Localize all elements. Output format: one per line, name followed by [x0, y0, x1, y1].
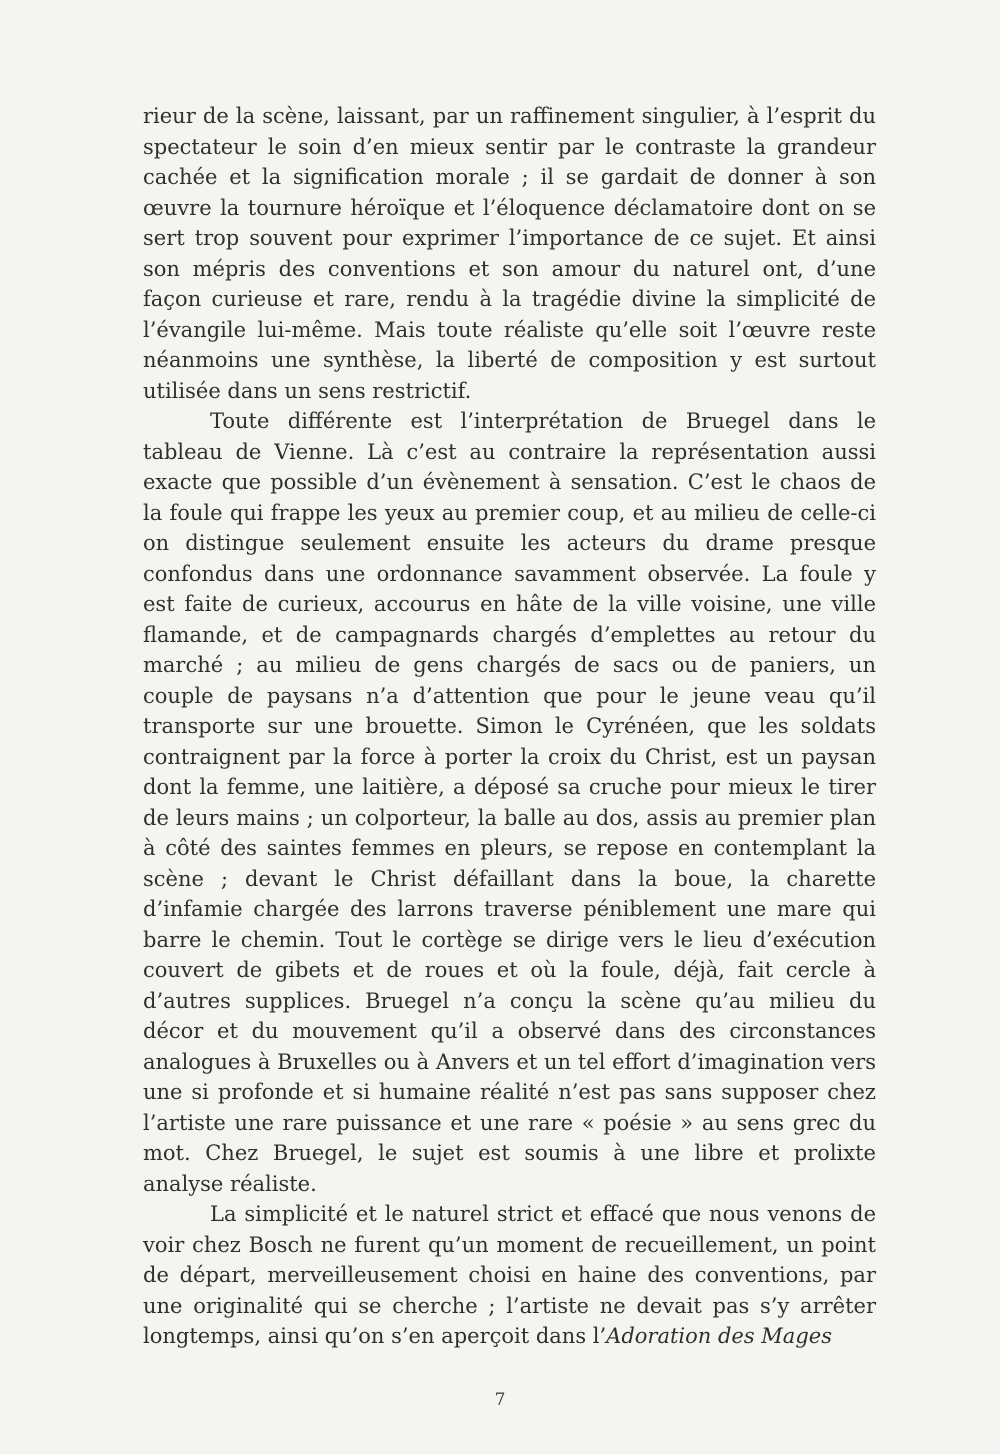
- body-text: [143, 101, 876, 1352]
- paragraph-3: [143, 1199, 876, 1352]
- paragraph-1: rieur de la scène, laissant, par un raffinement singulier, à l’esprit du spectateur le soin d’en mieux sentir par le contraste la grandeur cachée et la signification morale ; il se gardait de donner à son œuvre la tournure héroïque et l’éloquence déclamatoire dont on se sert trop souvent pour exprimer l’importance de ce sujet. Et ainsi son mépris des conventions et son amour du naturel ont, d’une façon curieuse et rare, rendu à la tragédie divine la simplicité de l’évangile lui-même. Mais toute réaliste qu’elle soit l’œuvre reste néanmoins une synthèse, la liberté de composition y est surtout utilisée dans un sens restrictif.: [143, 104, 876, 403]
- paragraph-2: Toute différente est l’interprétation de Bruegel dans le tableau de Vienne. Là c’est au contraire la représentation aussi exacte que possible d’un évènement à sensation. C’est le chaos de la foule qui frappe les yeux au premier coup, et au milieu de celle-ci on distingue seulement ensuite les acteurs du drame presque confondus dans une ordonnance savamment observée. La foule y est faite de curieux, accourus en hâte de la ville voisine, une ville flamande, et de campagnards chargés d’emplettes au retour du marché ; au milieu de gens chargés de sacs ou de paniers, un couple de paysans n’a d’attention que pour le jeune veau qu’il transporte sur une brouette. Simon le Cyrénéen, que les soldats contraignent par la force à porter la croix du Christ, est un paysan dont la femme, une laitière, a déposé sa cruche pour mieux le tirer de leurs mains ; un colporteur, la balle au dos, assis au premier plan à côté des saintes femmes en pleurs, se repose en contemplant la scène ; devant le Christ défaillant dans la boue, la charette d’infamie chargée des larrons traverse péniblement une mare qui barre le chemin. Tout le cortège se dirige vers le lieu d’exécution couvert de gibets et de roues et où la foule, déjà, fait cercle à d’autres supplices. Bruegel n’a conçu la scène qu’au milieu du décor et du mouvement qu’il a observé dans des circonstances analogues à Bruxelles ou à Anvers et un tel effort d’imagination vers une si profonde et si humaine réalité n’est pas sans supposer chez l’artiste une rare puissance et une rare « poésie » au sens grec du mot. Chez Bruegel, le sujet est soumis à une libre et prolixte analyse réaliste.: [143, 409, 876, 1196]
- paragraph-3-text: La simplicité et le naturel strict et effacé que nous venons de voir chez Bosch ne furent qu’un moment de recueillement, un point de départ, merveilleusement choisi en haine des conventions, par une originalité qui se cherche ; l’artiste ne devait pas s’y arrêter longtemps, ainsi qu’on s’en aperçoit dans l’: [143, 1202, 876, 1348]
- artwork-title: Adoration des Mages: [606, 1324, 832, 1348]
- page-number: 7: [494, 1390, 506, 1410]
